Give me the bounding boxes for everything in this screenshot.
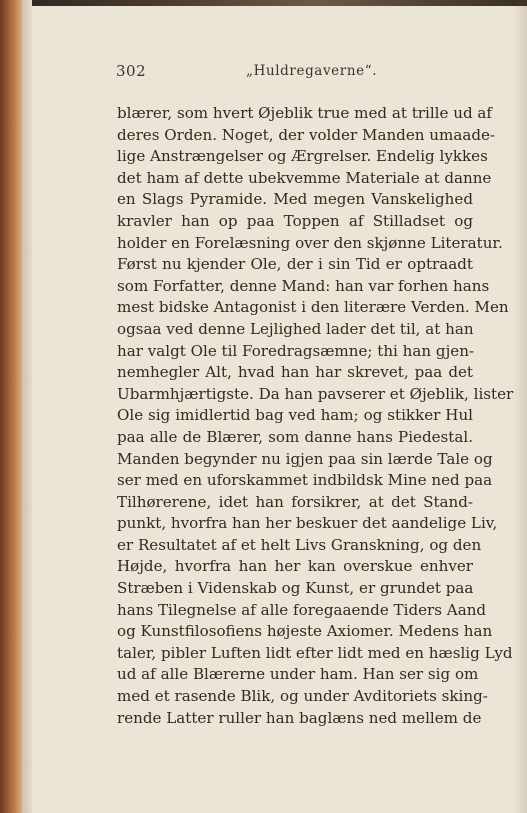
text-line: taler, pibler Luften lidt efter lidt med en hæslig Lyd — [117, 643, 513, 662]
body-text — [117, 103, 514, 729]
text-line: rende Latter ruller han baglæns ned mellem de — [117, 708, 482, 727]
running-header — [0, 62, 527, 86]
text-line: Først nu kjender Ole, der i sin Tid er optraadt — [117, 255, 473, 274]
text-line: og Kunstfilosofiens højeste Axiomer. Medens han — [117, 622, 493, 641]
text-line: blærer, som hvert Øjeblik true med at trille ud af — [117, 104, 492, 122]
page-gutter — [22, 0, 32, 813]
text-line: holder en Forelæsning over den skjønne Literatur. — [117, 233, 503, 252]
running-title: „Huldregaverne“. — [246, 63, 378, 79]
text-line: Højde, hvorfra han her kan overskue enhver — [117, 557, 473, 576]
page-number: 302 — [116, 62, 147, 80]
text-line: lige Anstrængelser og Ærgrelser. Endelig lykkes — [117, 147, 488, 166]
text-line: ser med en uforskammet indbildsk Mine ned paa — [117, 471, 493, 490]
text-line: ogsaa ved denne Lejlighed lader det til, at han — [117, 319, 474, 338]
top-edge — [0, 0, 527, 6]
page-edge-shadow — [513, 0, 527, 813]
text-line: er Resultatet af et helt Livs Granskning, og den — [117, 535, 482, 554]
text-line: Tilhørerene, idet han forsikrer, at det Stand- — [117, 492, 473, 511]
text-line: punkt, hvorfra han her beskuer det aandelige Liv, — [117, 514, 498, 533]
text-line: Manden begynder nu igjen paa sin lærde Tale og — [117, 449, 493, 468]
text-line: hans Tilegnelse af alle foregaaende Tiders Aand — [117, 600, 487, 619]
text-line: har valgt Ole til Foredragsæmne; thi han gjen- — [117, 341, 475, 360]
text-line: mest bidske Antagonist i den literære Verden. Men — [117, 298, 509, 317]
text-line: nemhegler Alt, hvad han har skrevet, paa det — [117, 363, 473, 382]
text-line: med et rasende Blik, og under Avditoriets sking- — [117, 687, 488, 706]
text-line: Ubarmhjærtigste. Da han pavserer et Øjeblik, lister — [117, 384, 514, 403]
text-line: Ole sig imidlertid bag ved ham; og stikker Hul — [117, 406, 473, 425]
text-line: deres Orden. Noget, der volder Manden umaade- — [117, 125, 496, 144]
text-line: paa alle de Blærer, som danne hans Piedestal. — [117, 427, 473, 446]
text-line: Stræben i Videnskab og Kunst, er grundet paa — [117, 579, 474, 598]
text-line: en Slags Pyramide. Med megen Vanskelighed — [117, 190, 473, 209]
text-line: kravler han op paa Toppen af Stilladset og — [117, 211, 473, 230]
text-line: som Forfatter, denne Mand: han var forhen hans — [117, 276, 490, 295]
text-line: det ham af dette ubekvemme Materiale at danne — [117, 168, 492, 187]
book-spine — [0, 0, 22, 813]
text-line: ud af alle Blærerne under ham. Han ser sig om — [117, 665, 479, 684]
